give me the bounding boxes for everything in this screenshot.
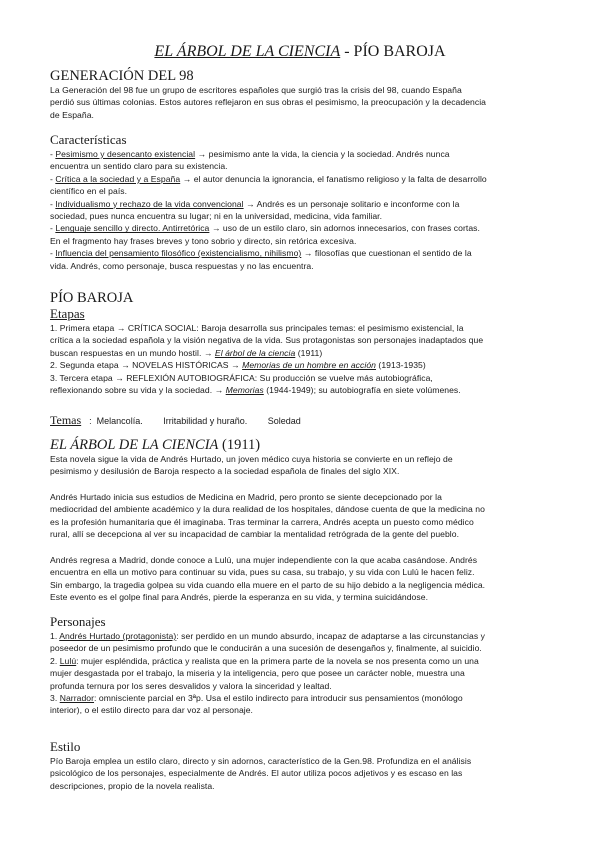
novela-heading	[50, 437, 260, 454]
gen98-paragraph	[50, 84, 560, 121]
personaje-line	[50, 692, 560, 704]
etapa-year: (1913-1935)	[375, 360, 426, 371]
caracteristica-item: - Influencia del pensamiento filosófico (existencialismo, nihilismo) → filosofías que cuestionan el sentido de la	[50, 248, 472, 259]
personaje-text: : omnisciente parcial en 3ªp. Usa el estilo indirecto para introducir sus pensamientos (monólogo	[94, 693, 463, 704]
caracteristica-item: - Lenguaje sencillo y directo. Antirretórica → uso de un estilo claro, sin adornos innecesarios, con frases cortas.	[50, 223, 480, 234]
estilo-paragraph	[50, 755, 560, 792]
novela-paragraph-2	[50, 491, 560, 541]
baroja-heading: PÍO BAROJA	[50, 290, 134, 306]
caracteristica-item: - Individualismo y rechazo de la vida convencional → Andrés es un personaje solitario e inconforme con la	[50, 198, 460, 209]
etapa-year: (1944-1949); su autobiografía en siete volúmenes.	[263, 385, 461, 396]
personaje-name: Lulú	[59, 655, 77, 666]
work-title: El árbol de la ciencia	[214, 347, 296, 358]
novela-title: EL ÁRBOL DE LA CIENCIA	[50, 437, 219, 453]
gen98-line: de España.	[50, 109, 94, 120]
caracteristica-item: - Pesimismo y desencanto existencial → pesimismo ante la vida, la ciencia y la sociedad. Andrés nunca	[50, 149, 450, 159]
novela-line: rural, allí se decepciona al ver su incapacidad de cambiar la mentalidad retrógrada de la gente del pueblo.	[50, 529, 460, 540]
etapa-year: (1911)	[295, 347, 323, 358]
caracteristica-text: → Andrés es un personaje solitario e inconforme con la	[243, 198, 460, 209]
caracteristica-cont: encuentra un sentido claro para su existencia.	[50, 161, 228, 172]
caracteristica-key: Influencia del pensamiento filosófico (existencialismo, nihilismo)	[55, 248, 302, 259]
tema-item: Soledad	[267, 416, 301, 426]
caracteristica-item: - Crítica a la sociedad y a España → el autor denuncia la ignorancia, el fanatismo religioso y la falta de desarrollo	[50, 173, 487, 184]
novela-line: encuentra en ella un motivo para continuar su vida, pues su casa, su trabajo, y su vida con Lulú le hacen feliz.	[50, 567, 475, 578]
novela-paragraph-1	[50, 453, 560, 478]
caracteristica-cont: vida. Andrés, como personaje, busca respuestas y no las encuentra.	[50, 260, 314, 271]
page-title	[0, 43, 600, 61]
temas-label: Temas	[50, 413, 82, 427]
etapa-line: 1. Primera etapa → CRÍTICA SOCIAL: Baroja desarrolla sus principales temas: el pesimismo existencial, la	[50, 323, 464, 333]
caracteristica-cont: En el fragmento hay frases breves y tono sobrio y directo, sin retórica excesiva.	[50, 235, 357, 246]
etapa-line	[50, 347, 560, 359]
personaje-line: mujer desgastada por el trabajo, la miseria y la inteligencia, pero que posee un carácter noble, muestra una	[50, 668, 465, 679]
novela-line: mediocridad del ambiente académico y la dura realidad de los hospitales, dándose cuenta de que la medicina no	[50, 504, 485, 515]
personaje-text: : mujer espléndida, práctica y realista que en la primera parte de la novela se nos presenta como un una	[76, 655, 479, 666]
etapa-text: reflexionando sobre su vida y la sociedad. →	[50, 385, 226, 396]
temas-row: Temas : Melancolía. Irritabilidad y huraño. Soledad	[50, 413, 301, 427]
novela-line: Sin embargo, la tragedia golpea su vida cuando ella muere en el parto de su hijo debido a la negligencia médica.	[50, 579, 486, 590]
personajes-list	[50, 630, 560, 717]
etapa-line: crítica a la sociedad española y la visión negativa de la vida. Sus protagonistas son personajes inadaptados que	[50, 335, 484, 346]
etapa-line	[50, 359, 560, 371]
etapa-text: 2. Segunda etapa → NOVELAS HISTÓRICAS →	[50, 360, 243, 371]
tema-item: Melancolía.	[96, 416, 143, 426]
personaje-line: interior), o el estilo directo para dar voz al personaje.	[50, 705, 253, 716]
novela-year: (1911)	[218, 437, 261, 453]
caracteristicas-list	[50, 148, 560, 272]
novela-line: es la profesión humanitaria que él imaginaba. Tras terminar la carrera, Andrés acepta un puesto como médico	[50, 516, 474, 527]
title-book: EL ÁRBOL DE LA CIENCIA	[154, 43, 341, 60]
personaje-line	[50, 630, 560, 642]
caracteristicas-heading: Características	[50, 132, 127, 147]
estilo-line: Pío Baroja emplea un estilo claro, directo y sin adornos, característico de la Gen.98. Profundiza en el análisis	[50, 756, 472, 766]
personaje-name: Narrador	[59, 693, 95, 704]
personaje-line: poseedor de un pesimismo profundo que le conducirán a una sucesión de desengaños y, finalmente, al suicidio.	[50, 643, 482, 654]
gen98-heading: GENERACIÓN DEL 98	[50, 68, 194, 84]
novela-line: Este evento es el golpe final para Andrés, pierde la esperanza en su vida, y termina suicidándose.	[50, 592, 429, 603]
caracteristica-cont: científico en el país.	[50, 186, 128, 197]
caracteristica-text: → el autor denuncia la ignorancia, el fanatismo religioso y la falta de desarrollo	[180, 173, 487, 184]
etapas-list	[50, 322, 560, 396]
personaje-line	[50, 655, 560, 667]
etapa-text: buscan respuestas en un mundo hostil. →	[50, 347, 215, 358]
novela-line: Esta novela sigue la vida de Andrés Hurtado, un joven médico cuya historia se convierte en un reflejo de	[50, 454, 453, 464]
novela-paragraph-3	[50, 554, 560, 604]
caracteristica-text: → pesimismo ante la vida, la ciencia y la sociedad. Andrés nunca	[195, 149, 450, 159]
personajes-heading: Personajes	[50, 614, 106, 629]
novela-line: pesimismo y desilusión de Baroja respecto a la sociedad española de finales del siglo XIX.	[50, 466, 400, 477]
novela-line: Andrés Hurtado inicia sus estudios de Medicina en Madrid, pero pronto se siente decepcionado por la	[50, 492, 442, 502]
personaje-num: 2.	[50, 655, 60, 666]
caracteristica-cont: sociedad, pues nunca encuentra su lugar; ni en la universidad, medicina, vida familiar.	[50, 211, 383, 222]
caracteristica-text: → filosofías que cuestionan el sentido de la	[301, 248, 472, 259]
etapa-line	[50, 384, 560, 396]
personaje-num: 1.	[50, 631, 60, 641]
caracteristica-text: → uso de un estilo claro, sin adornos innecesarios, con frases cortas.	[209, 223, 480, 234]
caracteristica-key: Lenguaje sencillo y directo. Antirretórica	[55, 223, 210, 234]
personaje-num: 3.	[50, 693, 60, 704]
gen98-line: La Generación del 98 fue un grupo de escritores españoles que surgió tras la crisis del 98, cuando España	[50, 85, 462, 95]
personaje-name: Andrés Hurtado (protagonista)	[59, 631, 177, 641]
gen98-line: perdió sus últimas colonias. Estos autores reflejaron en sus obras el pesimismo, la preocupación y la decadencia	[50, 97, 486, 108]
caracteristica-key: Crítica a la sociedad y a España	[55, 173, 181, 184]
caracteristica-key: Pesimismo y desencanto existencial	[55, 149, 196, 159]
etapas-heading: Etapas	[50, 306, 85, 321]
estilo-heading: Estilo	[50, 739, 81, 754]
work-title: Memorias	[225, 385, 264, 396]
estilo-line: descripciones, propio de la novela realista.	[50, 780, 215, 791]
personaje-line: profunda ternura por los seres desvalidos y valora la sinceridad y lealtad.	[50, 680, 332, 691]
personaje-text: : ser perdido en un mundo absurdo, incapaz de adaptarse a las circunstancias y	[176, 631, 485, 641]
etapa-line: 3. Tercera etapa → REFLEXIÓN AUTOBIOGRÁFICA: Su producción se vuelve más autobiográfica,	[50, 372, 433, 383]
caracteristica-key: Individualismo y rechazo de la vida convencional	[55, 198, 244, 209]
title-author: - PÍO BAROJA	[340, 43, 446, 60]
estilo-line: psicológico de los personajes, especialmente de Andrés. El autor utiliza pocos adjetivos y es escaso en las	[50, 768, 463, 779]
novela-line: Andrés regresa a Madrid, donde conoce a Lulú, una mujer independiente con la que acaba casándose. Andrés	[50, 555, 478, 565]
tema-item: Irritabilidad y huraño.	[163, 416, 248, 426]
work-title: Memorias de un hombre en acción	[242, 360, 376, 371]
